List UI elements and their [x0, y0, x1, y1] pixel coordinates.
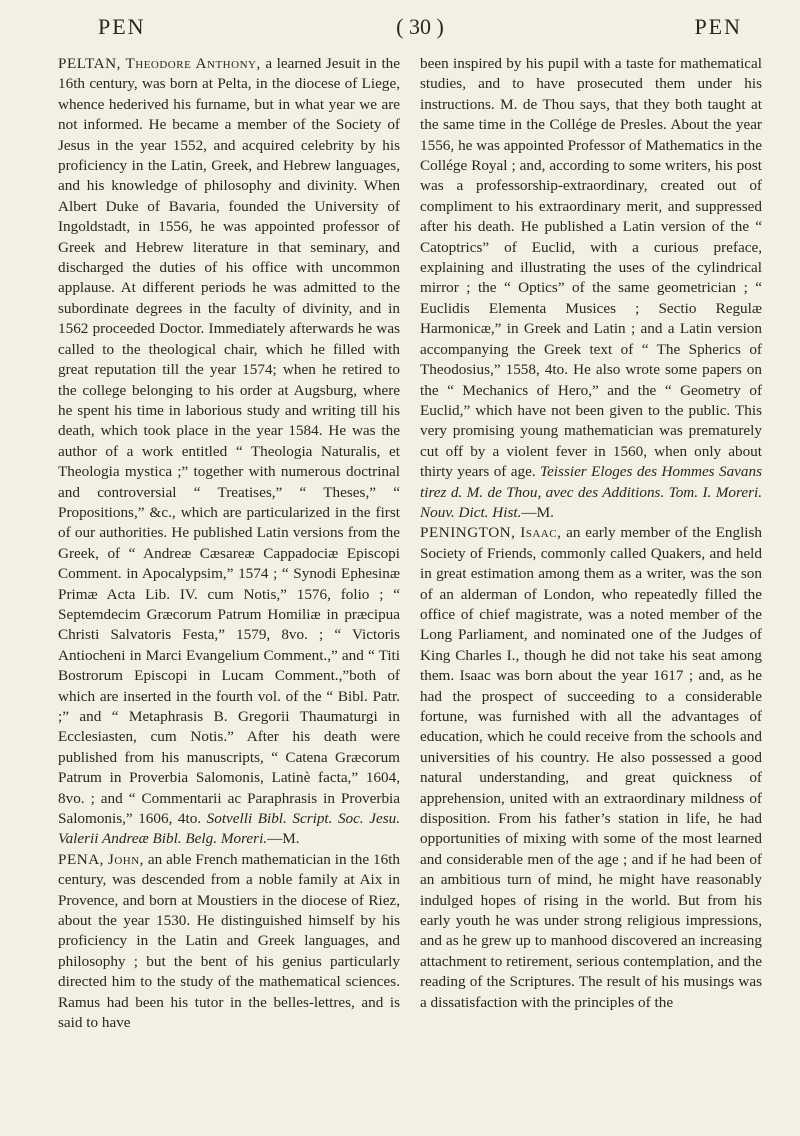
entry-pena-continued	[420, 54, 762, 523]
entry-penington	[420, 523, 762, 1013]
entry-peltan	[58, 54, 400, 850]
entry-peltan-sources: Sotvelli Bibl. Script. Soc. Jesu. Valerii Andreæ Bibl. Belg. Moreri.	[58, 810, 400, 848]
page-number: ( 30 )	[396, 14, 444, 39]
right-column	[420, 54, 762, 1034]
entry-peltan-text: a learned Jesuit in the 16th century, was born at Pelta, in the diocese of Liege, whence hederived his furname, but in what year we are not informed. He became a member of the Society of Jesus in the year 1552, and acquired celebrity by his proficiency in the Latin, Greek, and Hebrew languages, and his knowledge of philosophy and divinity. When Albert Duke of Bavaria, founded the University of Ingoldstadt, in 1556, he was appointed professor of Greek and Hebrew literature in that seminary, and discharged the duties of his office with uncommon applause. At different periods he was admitted to the subordinate degrees in the faculty of divinity, and in 1562 proceeded Doctor. Immediately afterwards he was called to the theological chair, which he filled with great reputation till the year 1574; when he retired to the college belonging to his order at Augsburg, where he spent his time in laborious study and writing till his death, which took place in the year 1584. He was the author of a work entitled “ Theologia Naturalis, et Theologia mystica ;” together with numerous doctrinal and controversial “ Treatises,” “ Theses,” “ Propositions,” &c., which are particularized in the first of our authorities. He published Latin versions from the Greek, of “ Andreæ Cæsareæ Cappadociæ Episcopi Comment. in Apocalypsim,” 1574 ; “ Synodi Ephesinæ Primæ Acta Lib. IV. cum Notis,” 1576, folio ; “ Septemdecim Græcorum Patrum Homiliæ in præcipua Christi Salvatoris Festa,” 1579, 8vo. ; “ Victoris Antiocheni in Marci Evangelium Comment.,” and “ Titi Bostrorum Episcopi in Lucam Comment.,”both of which are inserted in the fourth vol. of the “ Bibl. Patr. ;” and “ Metaphrasis B. Gregorii Thaumaturgi in Ecclesiasten, cum Notis.” After his death were published from his manuscripts, “ Catena Græcorum Patrum in Proverbia Salomonis, Latinè facta,” 1604, 8vo. ; and “ Commentarii ac Paraphrasis in Proverbia Salomonis,” 1606, 4to.	[58, 55, 401, 828]
running-head-left: PEN	[98, 14, 146, 39]
text-columns	[58, 54, 762, 1034]
running-head	[58, 14, 762, 54]
left-column	[58, 54, 400, 1034]
entry-penington-text: an early member of the English Society of Friends, commonly called Quakers, and held in great estimation among them as a writer, was the son of an alderman of London, who repeatedly filled the office of chief magistrate, was a noted member of the Long Parliament, and nominated one of the Judges of King Charles I., though he did not take his seat among them. Isaac was born about the year 1617 ; and, as he had the prospect of succeeding to a considerable fortune, was furnished with all the advantages of education, which he could receive from the schools and universities of his country. He also possessed a good natural understanding, and great quickness of apprehension, united with an extraordinary mildness of disposition. From his father’s station in life, he had opportunities of mixing with some of the most learned and considerable men of the age ; and if he had been of an ambitious turn of mind, he might have reasonably indulged hopes of rising in the world. But from his early youth he was under strong religious impressions, and as he grew up to manhood discovered an increasing attachment to retirement, serious contemplation, and the reading of the Scriptures. The result of his musings was a dissatisfaction with the principles of the	[420, 524, 763, 1011]
entry-pena-signature: —M.	[521, 503, 554, 521]
entry-pena-text: an able French mathematician in the 16th century, was descended from a noble family at Aix in Provence, and born at Moustiers in the diocese of Riez, about the year 1530. He distinguished himself by his proficiency in the Latin and Greek languages, and philosophy ; but the bent of his genius particularly directed him to the study of the mathematical sciences. Ramus had been his tutor in the belles-lettres, and is said to have	[58, 850, 401, 1032]
entry-pena-continued-text: been inspired by his pupil with a taste for mathematical studies, and to have prosecuted them under his instructions. M. de Thou says, that they both taught at the same time in the Collége de Presles. About the year 1556, he was appointed Professor of Mathematics in the Collége Royal ; and, according to some writers, his post was a professorship-extraordinary, created out of compliment to his extraordinary merit, and suppressed after his death. He published a Latin version of the “ Catoptrics” of Euclid, with a curious preface, explaining and illustrating the uses of the cylindrical mirror ; the “ Optics” of the same geometrician ; “ Euclidis Elementa Musices ; Sectio Regulæ Harmonicæ,” in Greek and Latin ; and a Latin version accompanying the Greek text of “ The Spherics of Theodosius,” 1558, 4to. He also wrote some papers on the “ Mechanics of Hero,” and the “ Geometry of Euclid,” which have not been given to the public. This very promising young mathematician was prematurely cut off by a violent fever in 1560, when only about thirty years of age.	[420, 55, 762, 481]
entry-pena	[58, 850, 400, 1034]
entry-pena-sources: Teissier Eloges des Hommes Savans tirez d. M. de Thou, avec des Additions. Tom. I. Moreri. Nouv. Dict. Hist.	[420, 463, 762, 521]
entry-penington-given: Isaac,	[520, 524, 562, 542]
running-head-right: PEN	[694, 14, 742, 39]
entry-pena-surname: PENA,	[58, 850, 104, 868]
entry-peltan-signature: —M.	[267, 830, 300, 848]
entry-peltan-given: Theodore Anthony,	[125, 55, 261, 72]
entry-pena-given: John,	[107, 850, 144, 868]
entry-penington-surname: PENINGTON,	[420, 524, 516, 542]
entry-peltan-surname: PELTAN,	[58, 55, 121, 72]
